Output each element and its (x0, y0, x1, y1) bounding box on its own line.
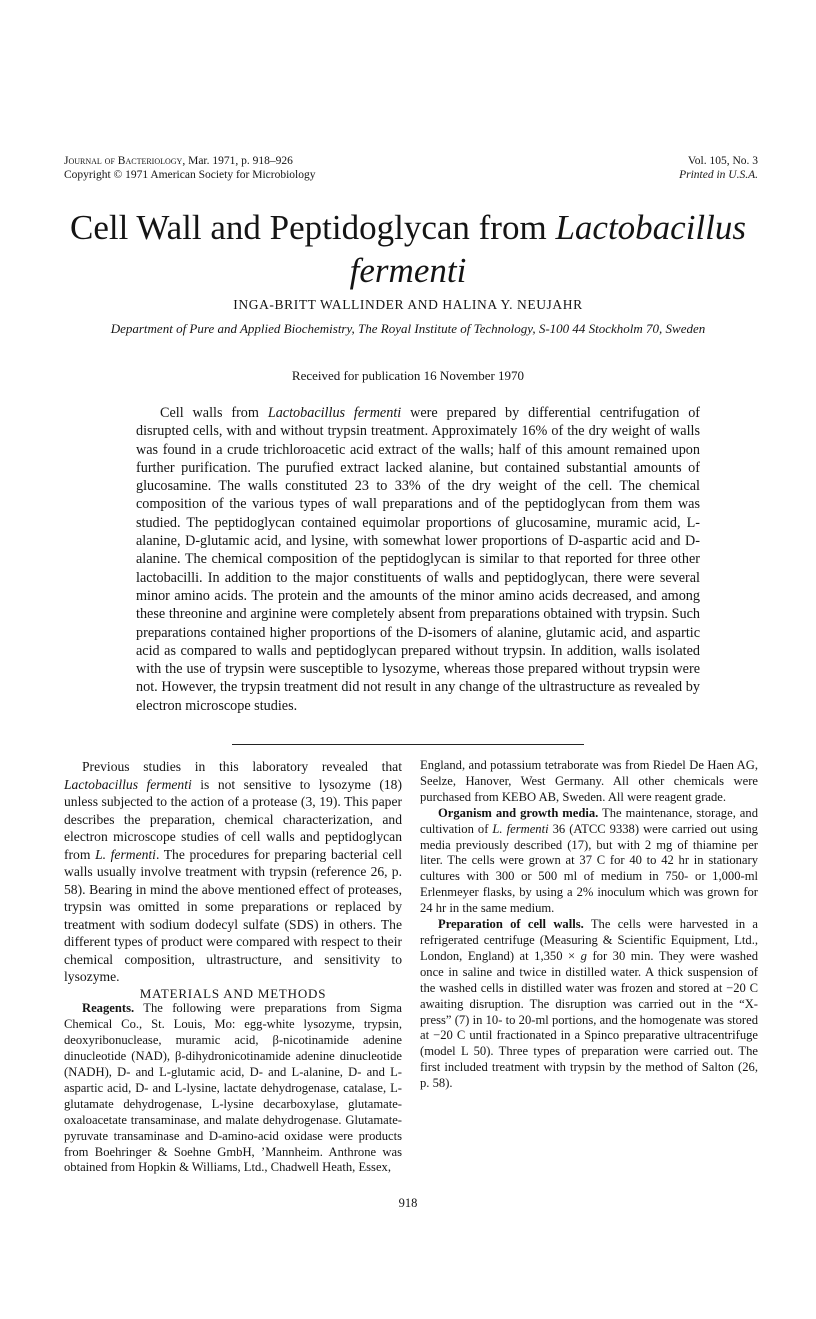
abstract (136, 404, 700, 715)
journal-header-left (64, 154, 315, 182)
intro-text: is not sensitive to lysozyme (18) unless subjected to the action of a protease (3, 19). This paper describes the preparation, chemical characterization, and electron microscope studies of cell walls and peptidoglycan from (64, 776, 402, 862)
preparation-text: for 30 min. They were washed once in saline and twice in distilled water. A thick suspension of the washed cells in distilled water was frozen and stored at −20 C awaiting disruption. The disruption was carried out in the “X-press” (7) in 10- to 20-ml portions, and the homogenate was stored at −20 C until fractionated in a Spinco preparative ultracentrifuge (model L 50). Three types of preparation were carried out. The first included treatment with trypsin by the method of Salton (26, p. 58). (420, 948, 758, 1091)
printed-line: Printed in U.S.A. (679, 169, 758, 181)
organism-paragraph (420, 806, 758, 917)
title-main: Cell Wall and Peptidoglycan from (69, 208, 556, 247)
reagents-label: Reagents. (82, 1001, 135, 1016)
section-divider (232, 744, 584, 745)
reagents-text: The following were preparations from Sigma Chemical Co., St. Louis, Mo: egg-white lysozyme, trypsin, deoxyribonuclease, muramic acid, β-nicotinamide adenine dinucleotide (NAD), β-dihydronicotinamide adenine dinucleotide (NADH), D- and L-glutamic acid, D- and L-alanine, D- and L-aspartic acid, D- and L-lysine, lactate dehydrogenase, catalase, L-glutamate dehydrogenase, L-lysine decarboxylase, glutamate-oxaloacetate transaminase, and malate dehydrogenase. Glutamate-pyruvate transaminase and D-amino-acid oxidase were products from Boehringer & Soehne GmbH, ’Mannheim. Anthrone was obtained from Hopkin & Williams, Ltd., Chadwell Heath, Essex, (64, 1001, 402, 1175)
article-title (50, 206, 766, 292)
organism-text: The maintenance, storage, and cultivation of (420, 805, 758, 836)
journal-pages: , Mar. 1971, p. 918–926 (182, 155, 293, 167)
intro-paragraph (64, 758, 402, 986)
preparation-text: The cells were harvested in a refrigerated centrifuge (Measuring & Scientific Equipment, Ltd., London, England) at 1,350 × (420, 917, 758, 963)
received-date: Received for publication 16 November 1970 (291, 368, 525, 383)
affiliation: Department of Pure and Applied Biochemistry, The Royal Institute of Technology, S-100 44 Stockholm 70, Sweden (110, 321, 706, 336)
organism-text: 36 (ATCC 9338) were carried out using media previously described (17), but with 2 mg of thiamine per liter. The cells were grown at 37 C for 40 to 42 hr in stationary cultures with 300 or 500 ml of medium in 750- or 1,000-ml Erlenmeyer flasks, by using a 2% inoculum which was grown for 24 hr in the same medium. (420, 821, 758, 916)
abstract-text: were prepared by differential centrifugation of disrupted cells, with and without trypsin treatment. Approximately 16% of the dry weight of walls was found in a crude trichloroacetic acid extract of the walls; half of this amount remained upon further purification. The purufied extract lacked alanine, but contained substantial amounts of glucosamine. The walls constituted 23 to 33% of the dry weight of the cell. The chemical composition of the various types of wall preparations and of the peptidoglycan from them was studied. The peptidoglycan contained equimolar proportions of glucosamine, muramic acid, L-alanine, D-glutamic acid, and lysine, with somewhat lower proportions of D-aspartic acid and D-alanine. The chemical composition of the peptidoglycan is similar to that reported for three other lactobacilli. In addition to the major constituents of walls and peptidoglycan, there were several minor amino acids. The protein and the amounts of the minor amino acids decreased, and among these threonine and arginine were completely absent from preparations obtained with trypsin. Such preparations contained higher proportions of the D-isomers of alanine, glutamic acid, and aspartic acid as compared to walls and peptidoglycan prepared without trypsin. In addition, walls isolated with the use of trypsin were susceptible to lysozyme, whereas those prepared without trypsin were not. However, the trypsin treatment did not result in any change of the ultrastructure as revealed by electron microscope studies. (136, 405, 701, 714)
organism-label: Organism and growth media. (438, 805, 599, 820)
reagents-paragraph (64, 1001, 402, 1176)
preparation-italic: g (580, 948, 587, 963)
organism-species: L. fermenti (492, 821, 549, 836)
author-list: INGA-BRITT WALLINDER AND HALINA Y. NEUJAHR (233, 297, 583, 312)
intro-species: L. fermenti (95, 846, 156, 862)
copyright-line: Copyright © 1971 American Society for Microbiology (64, 169, 316, 181)
page-number: 918 (398, 1196, 418, 1210)
intro-species: Lactobacillus fermenti (64, 776, 192, 792)
preparation-paragraph (420, 917, 758, 1092)
intro-text: . The procedures for preparing bacterial cell walls usually involve treatment with trypsin (reference 26, p. 58). Bearing in mind the above mentioned effect of proteases, trypsin was omitted in some preparations or replaced by treatment with sodium dodecyl sulfate (SDS) in others. The different types of product were compared with respect to their chemical composition, ultrastructure, and sensitivity to lysozyme. (64, 846, 402, 984)
body-column-right (420, 758, 758, 1092)
journal-citation (64, 154, 315, 168)
journal-name: Journal of Bacteriology (64, 155, 183, 167)
title-italic: Lactobacillus fermenti (349, 208, 747, 290)
abstract-text: Cell walls from (160, 405, 268, 421)
body-column-left (64, 758, 402, 1176)
preparation-label: Preparation of cell walls. (438, 917, 584, 932)
section-heading-methods: MATERIALS AND METHODS (139, 985, 327, 1001)
abstract-species: Lactobacillus fermenti (267, 405, 402, 421)
volume-line: Vol. 105, No. 3 (687, 155, 758, 167)
intro-text: Previous studies in this laboratory revealed that (82, 759, 402, 774)
reagents-continued: England, and potassium tetraborate was from Riedel De Haen AG, Seelze, Hanover, West Germany. All other chemicals were purchased from KEBO AB, Sweden. All were reagent grade. (420, 758, 758, 804)
journal-header-right (679, 154, 758, 182)
